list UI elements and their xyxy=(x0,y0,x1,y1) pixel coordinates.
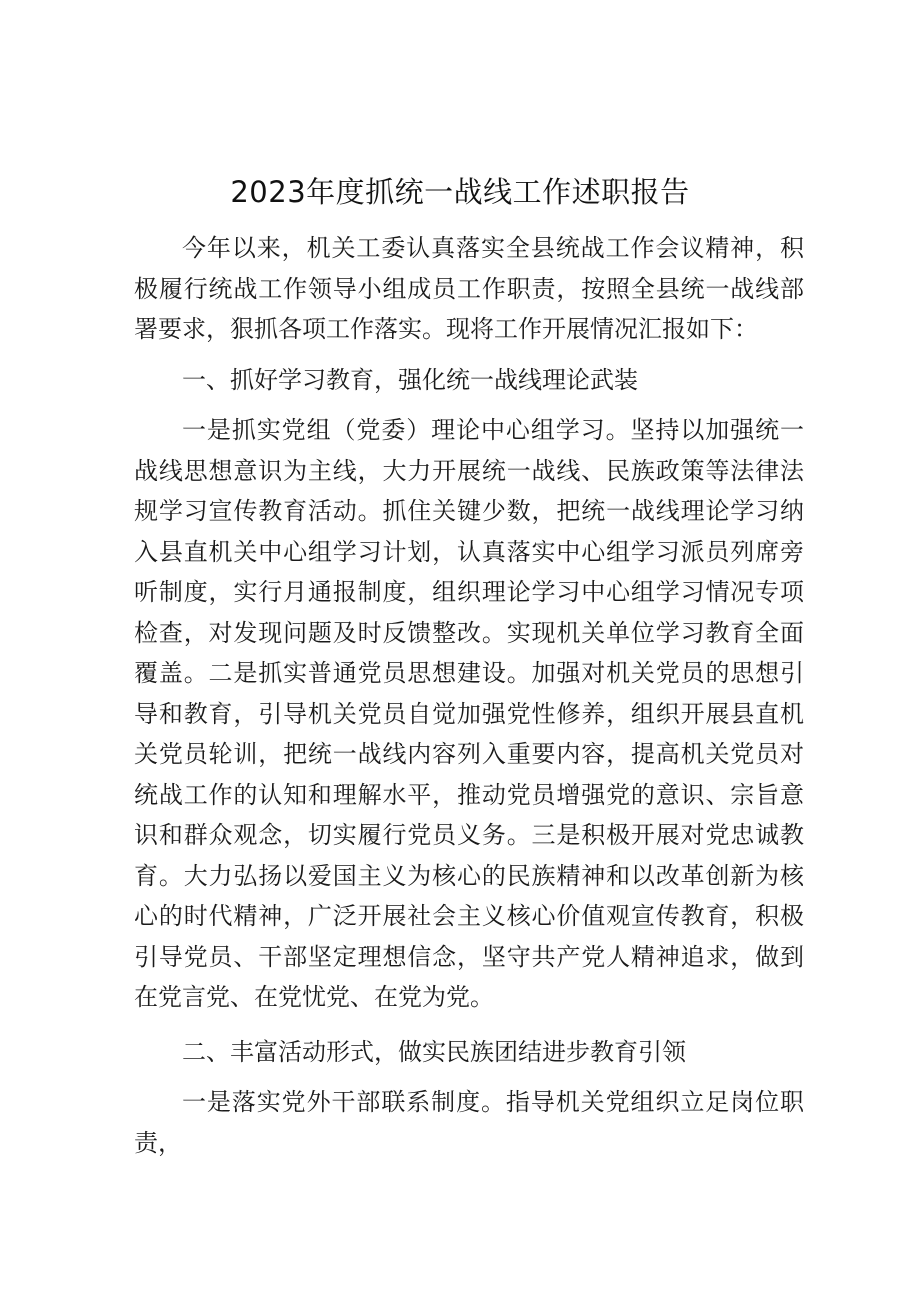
section-body-1: 一是抓实党组（党委）理论中心组学习。坚持以加强统一战线思想意识为主线，大力开展统一战线、民族政策等法律法规学习宣传教育活动。抓住关键少数，把统一战线理论学习纳入县直机关中心组学习计划，认真落实中心组学习派员列席旁听制度，实行月通报制度，组织理论学习中心组学习情况专项检查，对发现问题及时反馈整改。实现机关单位学习教育全面覆盖。二是抓实普通党员思想建设。加强对机关党员的思想引导和教育，引导机关党员自觉加强党性修养，组织开展县直机关党员轮训，把统一战线内容列入重要内容，提高机关党员对统战工作的认知和理解水平，推动党员增强党的意识、宗旨意识和群众观念，切实履行党员义务。三是积极开展对党忠诚教育。大力弘扬以爱国主义为核心的民族精神和以改革创新为核心的时代精神，广泛开展社会主义核心价值观宣传教育，积极引导党员、干部坚定理想信念，坚守共产党人精神追求，做到在党言党、在党忧党、在党为党。 xyxy=(134,416,804,1011)
spacer xyxy=(134,400,804,410)
spacer xyxy=(134,1072,804,1082)
section-heading-1: 一、抓好学习教育，强化统一战线理论武装 xyxy=(182,365,638,394)
document-title: 2023年度抓统一战线工作述职报告 xyxy=(230,175,690,209)
section-heading-2: 二、丰富活动形式，做实民族团结进步教育引领 xyxy=(182,1037,686,1066)
section-body-2: 一是落实党外干部联系制度。指导机关党组织立足岗位职责， xyxy=(134,1088,804,1157)
spacer xyxy=(134,1018,804,1032)
document-body xyxy=(134,228,804,1163)
spacer xyxy=(134,350,804,360)
intro-paragraph: 今年以来，机关工委认真落实全县统战工作会议精神，积极履行统战工作领导小组成员工作职责，按照全县统一战线部署要求，狠抓各项工作落实。现将工作开展情况汇报如下： xyxy=(134,234,804,343)
